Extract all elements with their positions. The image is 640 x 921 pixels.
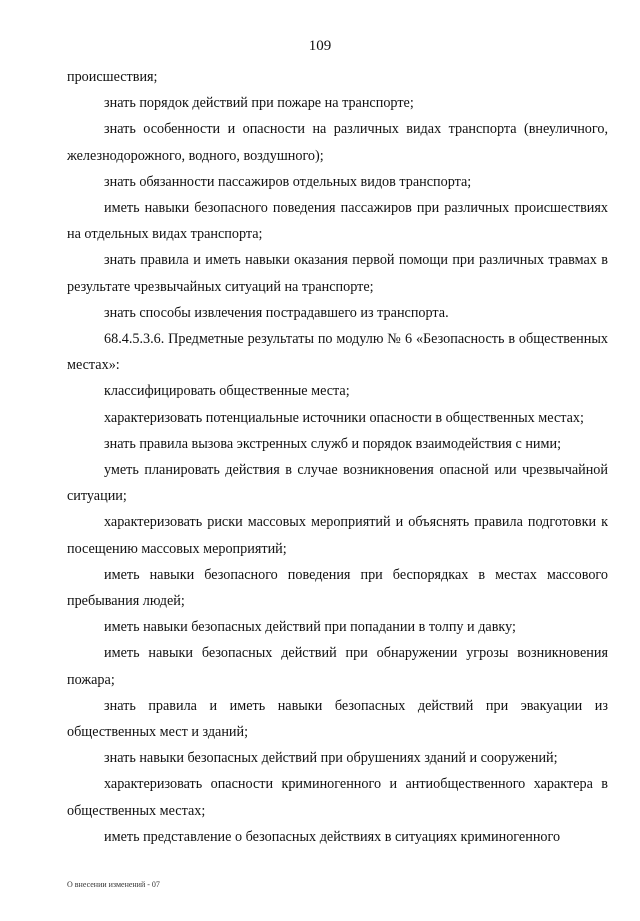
paragraph: знать способы извлечения пострадавшего из транспорта. xyxy=(104,304,449,321)
paragraph: знать правила и иметь навыки безопасных действий при эвакуации из общественных мест и зданий; xyxy=(67,697,608,741)
section-heading: 68.4.5.3.6. Предметные результаты по модулю № 6 «Безопасность в общественных местах»: xyxy=(67,331,608,374)
paragraph: характеризовать опасности криминогенного и антиобщественного характера в общественных местах; xyxy=(67,776,608,819)
paragraph: уметь планировать действия в случае возникновения опасной или чрезвычайной ситуации; xyxy=(67,462,608,505)
paragraph: иметь навыки безопасных действий при попадании в толпу и давку; xyxy=(104,619,516,636)
paragraph: классифицировать общественные места; xyxy=(104,383,350,400)
paragraph: характеризовать риски массовых мероприятий и объяснять правила подготовки к посещению массовых мероприятий; xyxy=(67,514,608,557)
paragraph: происшествия; xyxy=(67,69,158,85)
paragraph: знать обязанности пассажиров отдельных видов транспорта; xyxy=(104,173,472,190)
body-text xyxy=(67,64,608,850)
paragraph: знать правила и иметь навыки оказания первой помощи при различных травмах в результате чрезвычайных ситуаций на транспорте; xyxy=(67,252,608,295)
page-number: 109 xyxy=(308,38,332,54)
paragraph: знать порядок действий при пожаре на транспорте; xyxy=(104,95,414,112)
paragraph: иметь навыки безопасного поведения пассажиров при различных происшествиях на отдельных видах транспорта; xyxy=(67,200,608,243)
footer-note: О внесении изменений - 07 xyxy=(67,880,160,889)
paragraph: характеризовать потенциальные источники опасности в общественных местах; xyxy=(104,409,584,426)
paragraph: знать особенности и опасности на различных видах транспорта (внеуличного, железнодорожного, водного, воздушного); xyxy=(67,121,608,164)
paragraph: знать правила вызова экстренных служб и порядок взаимодействия с ними; xyxy=(104,435,562,452)
paragraph: иметь навыки безопасного поведения при беспорядках в местах массового пребывания людей; xyxy=(67,566,608,610)
paragraph: знать навыки безопасных действий при обрушениях зданий и сооружений; xyxy=(104,750,558,767)
paragraph: иметь навыки безопасных действий при обнаружении угрозы возникновения пожара; xyxy=(67,645,608,688)
paragraph: иметь представление о безопасных действиях в ситуациях криминогенного xyxy=(104,828,561,845)
